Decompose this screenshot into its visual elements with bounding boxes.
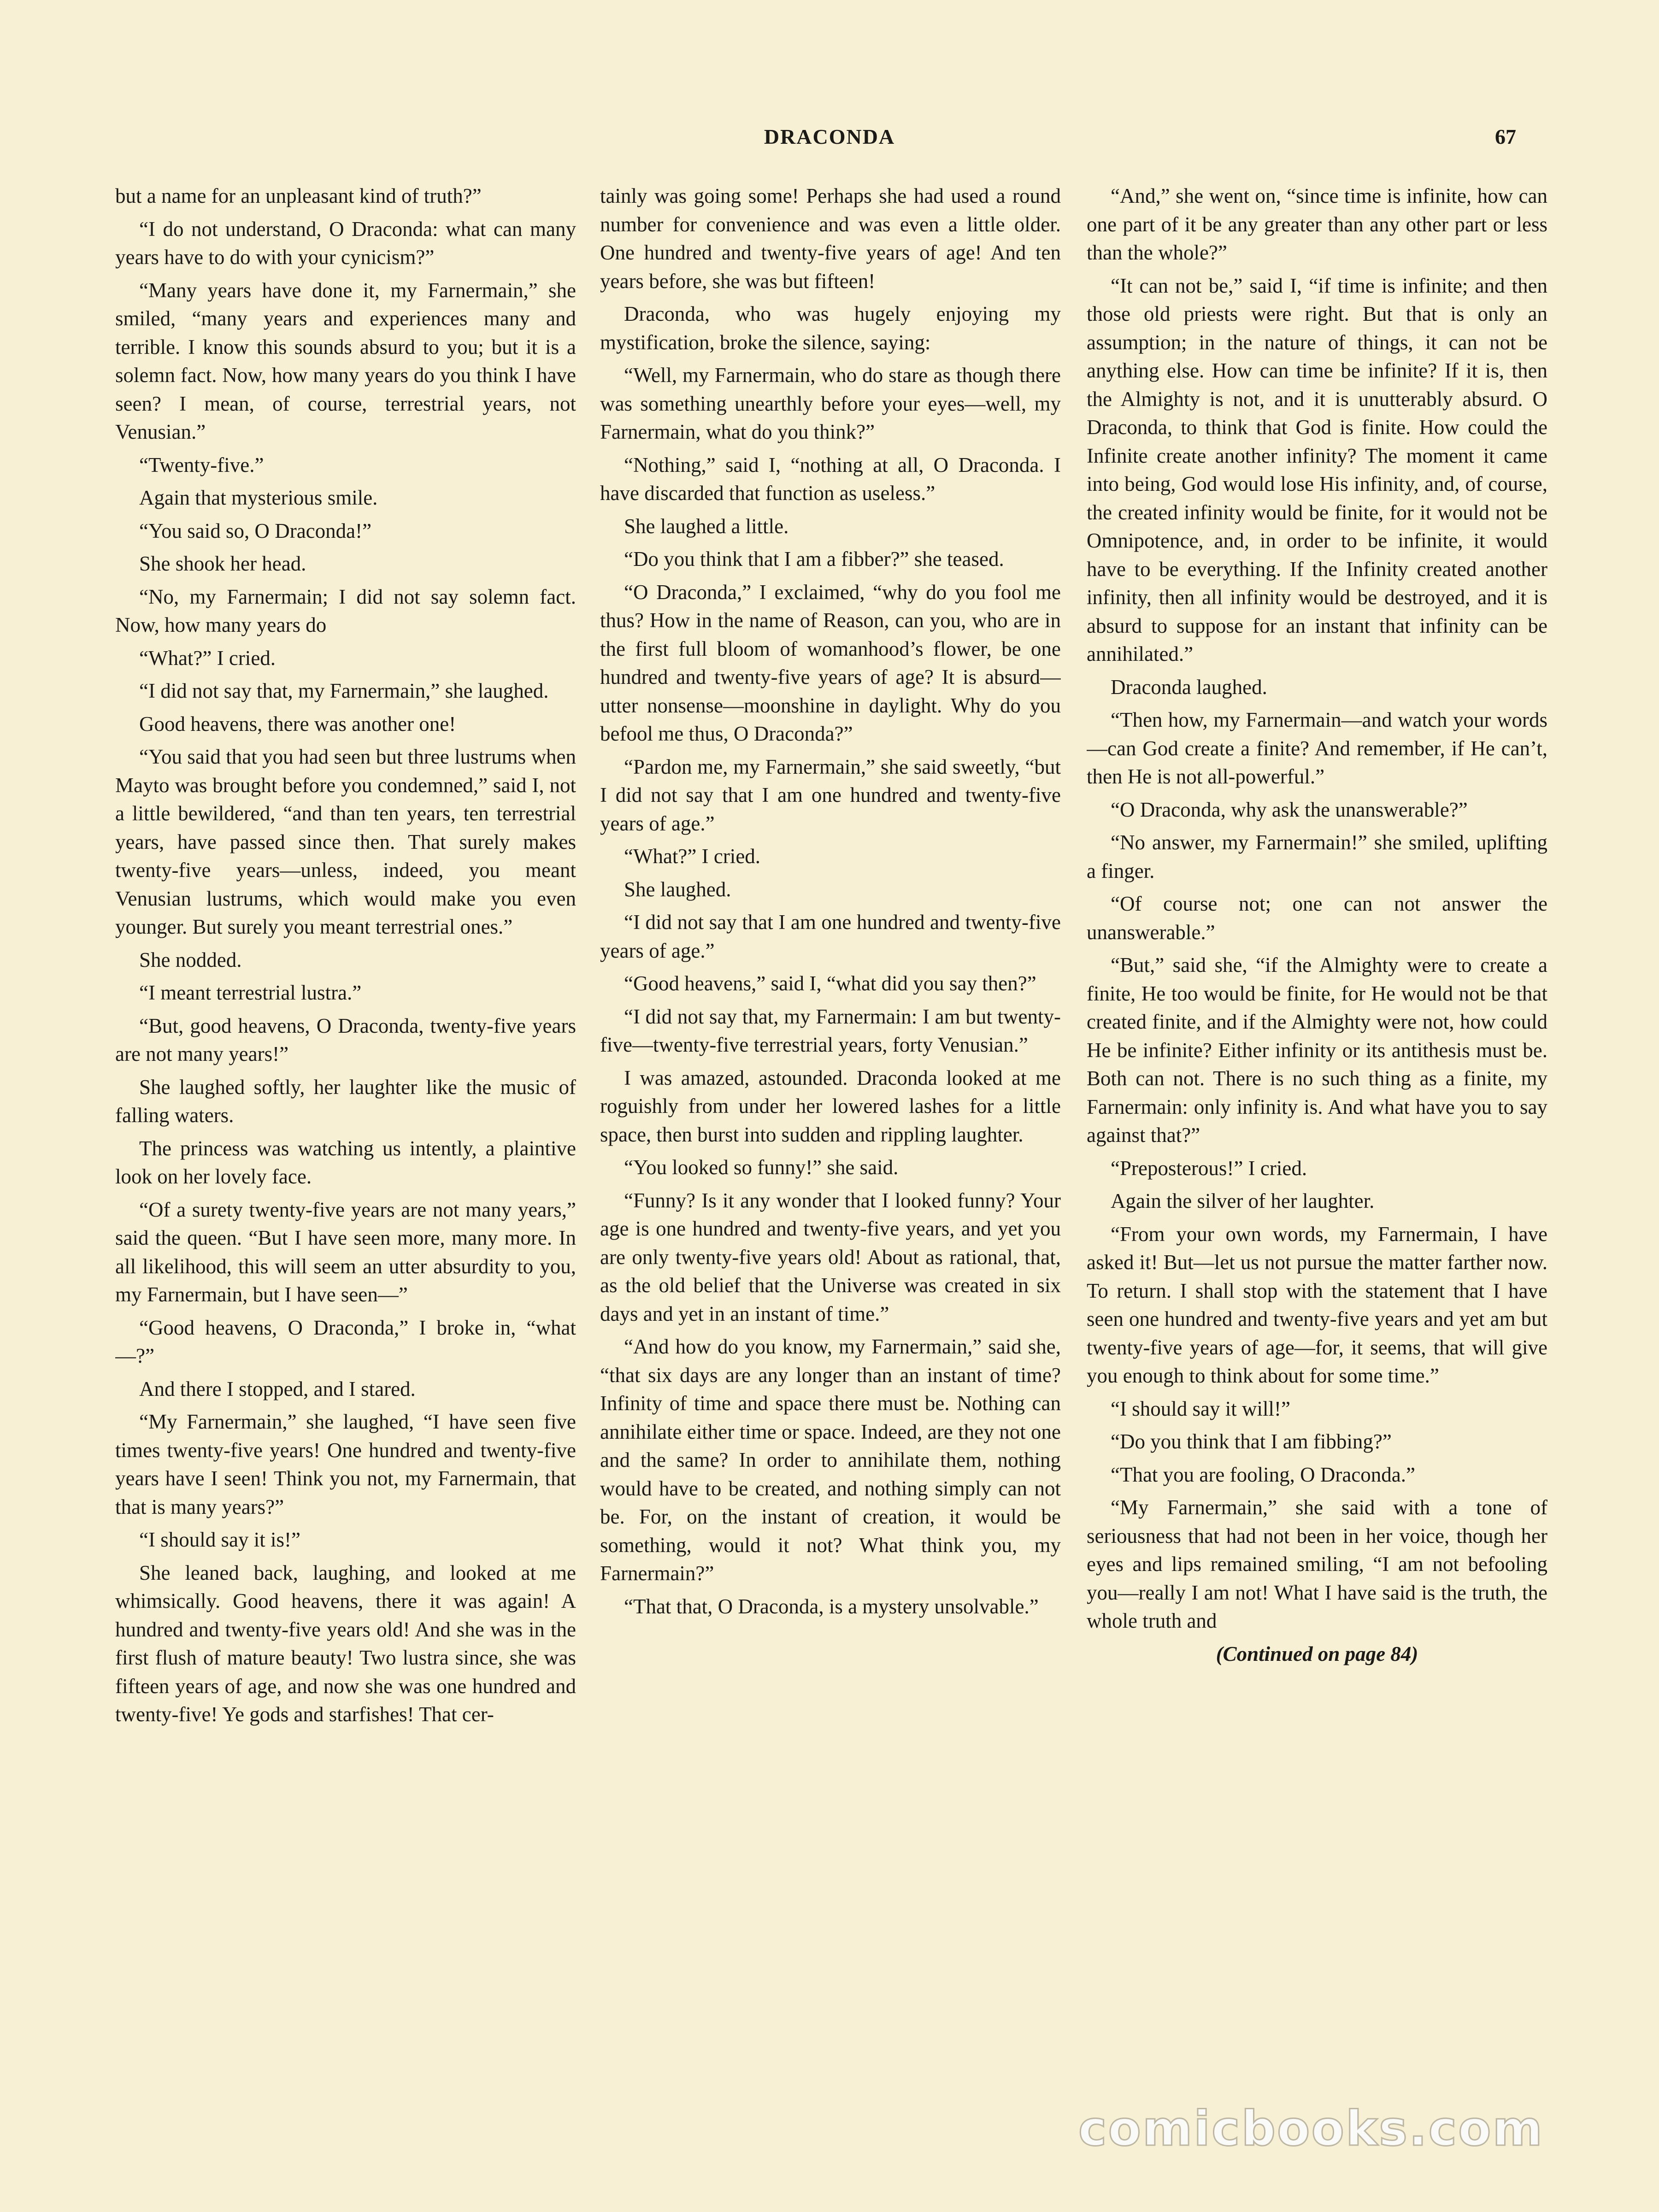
- paragraph: “You said so, O Draconda!”: [139, 519, 372, 542]
- paragraph: She nodded.: [139, 948, 242, 971]
- page-number: 67: [1495, 125, 1516, 148]
- paragraph: “Of a surety twenty-five years are not many years,” said the queen. “But I have seen more, many more. In all likelihood, this will seem an utter absurdity to you, my Farnermain, but I have seen—”: [115, 1198, 576, 1306]
- paragraph: “My Farnermain,” she laughed, “I have seen five times twenty-five years! One hundred and twenty-five years have I seen! Think you not, my Farnermain, that that is many years?”: [115, 1410, 576, 1518]
- page-header: [0, 124, 1659, 157]
- paragraph: “From your own words, my Farnermain, I have asked it! But—let us not pursue the matter farther now. To return. I shall stop with the statement that I have seen one hundred and twenty-five years and yet am but twenty-five years of age—for, it seems, that will give you enough to think about for some time.”: [1087, 1222, 1547, 1387]
- paragraph: “Good heavens,” said I, “what did you say then?”: [624, 972, 1036, 995]
- paragraph: “Pardon me, my Farnermain,” she said sweetly, “but I did not say that I am one hundred and twenty-five years of age.”: [600, 755, 1061, 835]
- paragraph: She laughed.: [624, 877, 731, 901]
- paragraph: but a name for an unpleasant kind of truth?”: [115, 184, 482, 207]
- paragraph: “You said that you had seen but three lustrums when Mayto was brought before you condemned,” said I, not a little bewildered, “and than ten years, ten terrestrial years, have passed since then. That surely makes twenty-five years—unless, indeed, you meant Venusian lustrums, which would make you even younger. But surely you meant terrestrial ones.”: [115, 745, 576, 938]
- paragraph: Again the silver of her laughter.: [1111, 1189, 1375, 1212]
- watermark: comicbooks.com: [1078, 2100, 1544, 2157]
- paragraph: The princess was watching us intently, a plaintive look on her lovely face.: [115, 1136, 576, 1188]
- paragraph: “Nothing,” said I, “nothing at all, O Draconda. I have discarded that function as useless.”: [600, 453, 1061, 505]
- paragraph: “You looked so funny!” she said.: [624, 1156, 899, 1179]
- paragraph: She laughed softly, her laughter like the music of falling waters.: [115, 1075, 576, 1127]
- paragraph: Good heavens, there was another one!: [139, 712, 456, 735]
- paragraph: “But, good heavens, O Draconda, twenty-five years are not many years!”: [115, 1014, 576, 1065]
- paragraph: “Do you think that I am a fibber?” she teased.: [624, 547, 1004, 571]
- paragraph: “What?” I cried.: [624, 845, 761, 868]
- paragraph: “What?” I cried.: [139, 646, 276, 670]
- paragraph: Draconda laughed.: [1111, 675, 1267, 699]
- paragraph: “That that, O Draconda, is a mystery unsolvable.”: [624, 1594, 1039, 1618]
- paragraph: “I do not understand, O Draconda: what can many years have to do with your cynicism?”: [115, 217, 576, 269]
- paragraph: “It can not be,” said I, “if time is infinite; and then those old priests were right. But that is only an assumption; in the nature of things, it can not be anything else. How can time be infinite? If it is, then the Almighty is not, and it is unutterably absurd. O Draconda, to think that God is finite. How could the Infinite create another infinity? The moment it came into being, God would lose His infinity, and, of course, the created infinity would be finite, for it would not be Omnipotence, and, in order to be infinite, it would have to be everything. If the Infinity created another infinity, then all infinity would be destroyed, and it is absurd to suppose for an instant that infinity can be annihilated.”: [1087, 274, 1547, 665]
- paragraph: And there I stopped, and I stared.: [139, 1377, 416, 1400]
- paragraph: “No answer, my Farnermain!” she smiled, uplifting a finger.: [1087, 831, 1547, 882]
- paragraph: tainly was going some! Perhaps she had used a round number for convenience and was even a little older. One hundred and twenty-five years of age! And ten years before, she was but fifteen!: [600, 184, 1061, 293]
- paragraph: “My Farnermain,” she said with a tone of seriousness that had not been in her voice, though her eyes and lips remained smiling, “I am not befooling you—really I am not! What I have said is the truth, the whole truth and: [1087, 1496, 1547, 1632]
- paragraph: “Of course not; one can not answer the unanswerable.”: [1087, 892, 1547, 944]
- paragraph: Draconda, who was hugely enjoying my mystification, broke the silence, saying:: [600, 302, 1061, 354]
- paragraph: She leaned back, laughing, and looked at me whimsically. Good heavens, there it was again! A hundred and twenty-five years old! And she was in the first flush of mature beauty! Two lustra since, she was fifteen years of age, and now she was one hundred and twenty-five! Ye gods and starfishes! That cer-: [115, 1561, 576, 1726]
- paragraph: “No, my Farnermain; I did not say solemn fact. Now, how many years do: [115, 585, 576, 636]
- paragraph: “O Draconda,” I exclaimed, “why do you fool me thus? How in the name of Reason, can you, who are in the first full bloom of womanhood’s flower, be one hundred and twenty-five years of age? It is absurd—utter nonsense—moonshine in daylight. Why do you befool me thus, O Draconda?”: [600, 580, 1061, 745]
- paragraph: “And how do you know, my Farnermain,” said she, “that six days are any longer than an instant of time? Infinity of time and space there must be. Nothing can annihilate either time or space. Indeed, are they not one and the same? In order to annihilate them, nothing would have to be created, and nothing simply can not be. For, on the instant of creation, it would be something, would it not? What think you, my Farnermain?”: [600, 1335, 1061, 1585]
- paragraph: “Do you think that I am fibbing?”: [1111, 1430, 1392, 1453]
- paragraph: “I did not say that I am one hundred and twenty-five years of age.”: [600, 911, 1061, 962]
- paragraph: “Funny? Is it any wonder that I looked funny? Your age is one hundred and twenty-five years, and yet you are only twenty-five years old! About as rational, that, as the old belief that the Universe was created in six days and yet in an instant of time.”: [600, 1188, 1061, 1325]
- paragraph: “O Draconda, why ask the unanswerable?”: [1111, 798, 1468, 821]
- paragraph: She shook her head.: [139, 552, 306, 575]
- paragraph: She laughed a little.: [624, 514, 789, 538]
- paragraph: “But,” said she, “if the Almighty were to create a finite, He too would be finite, for He would not be that created finite, and if the Almighty were not, how could He be infinite? Either infinity or its antithesis must be. Both can not. There is no such thing as a finite, my Farnermain: only infinity is. And what have you to say against that?”: [1087, 953, 1547, 1147]
- paragraph: “That you are fooling, O Draconda.”: [1111, 1463, 1415, 1486]
- paragraph: Again that mysterious smile.: [139, 486, 378, 509]
- paragraph: “I should say it is!”: [139, 1528, 300, 1551]
- text-column-3: [1087, 182, 1547, 2094]
- paragraph: “Good heavens, O Draconda,” I broke in, “what—?”: [115, 1316, 576, 1367]
- paragraph: “I meant terrestrial lustra.”: [139, 981, 362, 1004]
- text-column-1: [115, 182, 576, 2094]
- paragraph: “I did not say that, my Farnermain: I am but twenty-five—twenty-five terrestrial years, forty Venusian.”: [600, 1005, 1061, 1056]
- text-column-2: [600, 182, 1061, 2094]
- continued-note: (Continued on page 84): [1216, 1642, 1418, 1665]
- paragraph: “Many years have done it, my Farnermain,” she smiled, “many years and experiences many and terrible. I know this sounds absurd to you; but it is a solemn fact. Now, how many years do you think I have seen? I mean, of course, terrestrial years, not Venusian.”: [115, 278, 576, 443]
- paragraph: “Well, my Farnermain, who do stare as though there was something unearthly before your eyes—well, my Farnermain, what do you think?”: [600, 364, 1061, 443]
- paragraph: “Twenty-five.”: [139, 453, 264, 477]
- paragraph: “I should say it will!”: [1111, 1397, 1290, 1420]
- paragraph: “And,” she went on, “since time is infinite, how can one part of it be any greater than any other part or less than the whole?”: [1087, 184, 1547, 264]
- paragraph: “I did not say that, my Farnermain,” she laughed.: [139, 679, 549, 702]
- running-title: DRACONDA: [764, 125, 895, 148]
- paragraph: I was amazed, astounded. Draconda looked at me roguishly from under her lowered lashes for a little space, then burst into sudden and rippling laughter.: [600, 1066, 1061, 1146]
- paragraph: “Preposterous!” I cried.: [1111, 1156, 1307, 1180]
- paragraph: “Then how, my Farnermain—and watch your words—can God create a finite? And remember, if He can’t, then He is not all-powerful.”: [1087, 708, 1547, 788]
